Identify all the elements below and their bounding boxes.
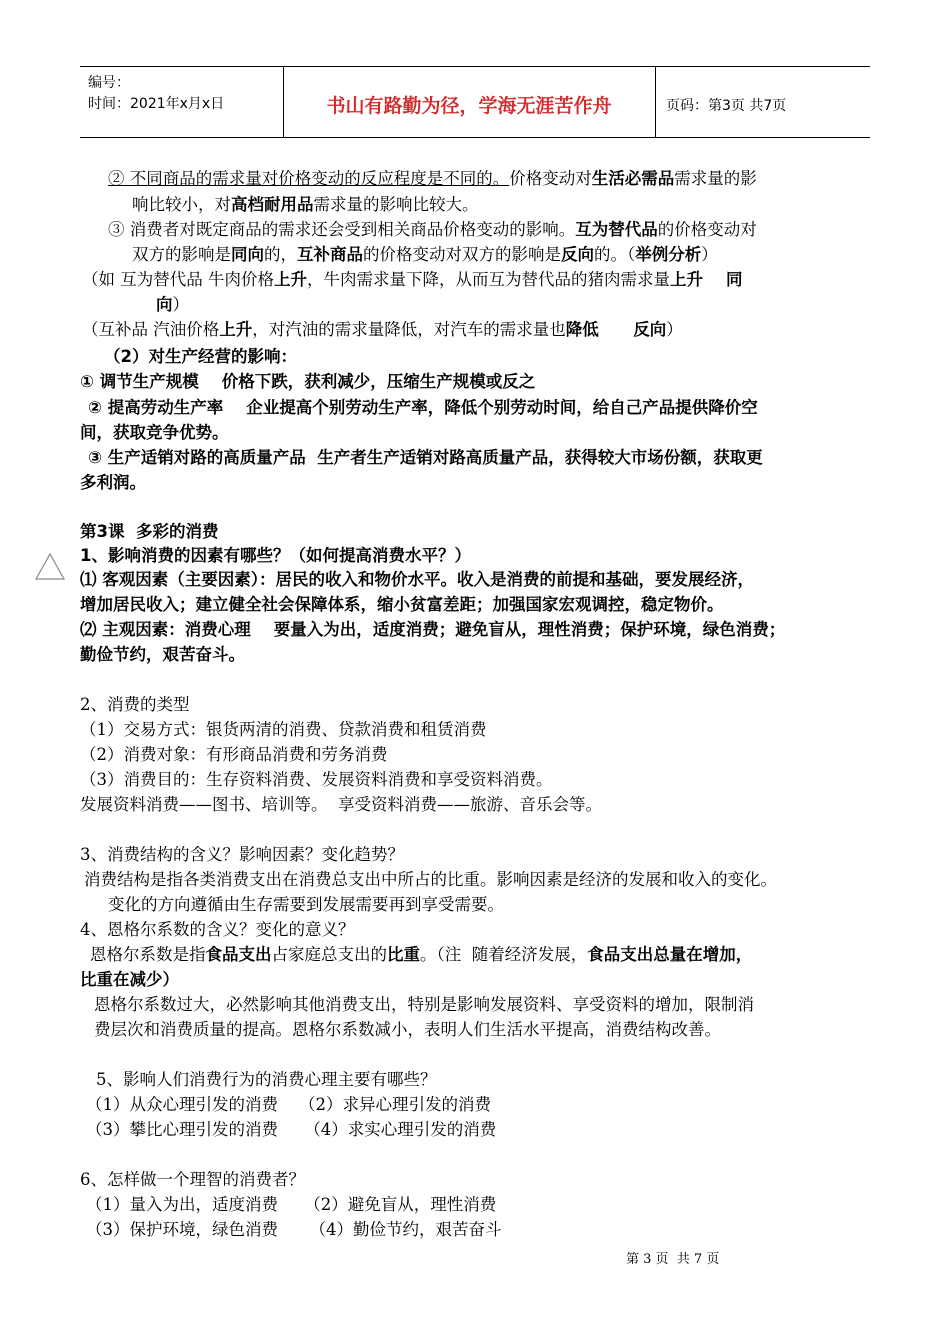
list-item: （3）攀比心理引发的消费 （4）求实心理引发的消费 xyxy=(86,1120,497,1139)
list-item: （3）消费目的：生存资料消费、发展资料消费和享受资料消费。 xyxy=(80,770,553,789)
text-line: ① 调节生产规模 价格下跌，获利减少，压缩生产规模或反之 xyxy=(80,372,536,391)
header-meta xyxy=(88,73,224,115)
text-line: 向） xyxy=(156,295,189,314)
text-line: 双方的影响是同向的，互补商品的价格变动对双方的影响是反向的。（举例分析） xyxy=(132,245,718,264)
question-heading: 1、影响消费的因素有哪些？（如何提高消费水平？） xyxy=(80,546,471,565)
text-line: 勤俭节约，艰苦奋斗。 xyxy=(80,645,245,664)
page-header xyxy=(80,66,870,138)
text-line: ⑴ 客观因素（主要因素）：居民的收入和物价水平。收入是消费的前提和基础，要发展经济， xyxy=(80,570,754,589)
question-heading: 3、消费结构的含义？影响因素？变化趋势？ xyxy=(80,845,404,864)
question-heading: 6、怎样做一个理智的消费者？ xyxy=(80,1170,305,1189)
header-number: 编号： xyxy=(88,75,130,91)
text-line: ⑵ 主观因素：消费心理 要量入为出，适度消费；避免盲从，理性消费；保护环境，绿色消费； xyxy=(80,620,786,639)
list-item: （3）保护环境，绿色消费 （4）勤俭节约，艰苦奋斗 xyxy=(86,1220,502,1239)
list-item: （1）量入为出，适度消费 （2）避免盲从，理性消费 xyxy=(86,1195,497,1214)
question-heading: 5、影响人们消费行为的消费心理主要有哪些？ xyxy=(96,1070,437,1089)
text-line: 多利润。 xyxy=(80,473,146,492)
header-time: 时间：2021年x月x日 xyxy=(88,96,225,112)
text-line: 发展资料消费——图书、培训等。 享受资料消费——旅游、音乐会等。 xyxy=(80,795,602,814)
text-line: ② 不同商品的需求量对价格变动的反应程度是不同的。价格变动对生活必需品需求量的影 xyxy=(108,169,757,188)
page-footer: 第 3 页 共 7 页 xyxy=(626,1252,720,1267)
text-line: 恩格尔系数是指食品支出占家庭总支出的比重。（注 随着经济发展，食品支出总量在增加， xyxy=(90,945,753,964)
text-line: 变化的方向遵循由生存需要到发展需要再到享受需要。 xyxy=(108,895,504,914)
text-line: 恩格尔系数过大，必然影响其他消费支出，特别是影响发展资料、享受资料的增加，限制消 xyxy=(94,995,754,1014)
text-line: 增加居民收入；建立健全社会保障体系，缩小贫富差距；加强国家宏观调控，稳定物价。 xyxy=(80,595,724,614)
header-page-number: 页码：第3页 共7页 xyxy=(666,98,787,114)
text-line: 比重在减少） xyxy=(80,970,179,989)
question-heading: 2、消费的类型 xyxy=(80,695,190,714)
header-divider xyxy=(655,67,656,137)
text-line: 响比较小，对高档耐用品需求量的影响比较大。 xyxy=(132,195,479,214)
text-line: （如 互为替代品 牛肉价格上升，牛肉需求量下降，从而互为替代品的猪肉需求量上升 同 xyxy=(82,270,743,289)
list-item: （2）消费对象：有形商品消费和劳务消费 xyxy=(80,745,388,764)
subheading: （2）对生产经营的影响： xyxy=(104,347,297,366)
triangle-icon xyxy=(34,552,66,582)
text-line: 费层次和消费质量的提高。恩格尔系数减小，表明人们生活水平提高，消费结构改善。 xyxy=(94,1020,721,1039)
header-motto: 书山有路勤为径，学海无涯苦作舟 xyxy=(326,95,612,117)
section-title: 第3课 多彩的消费 xyxy=(80,522,219,541)
list-item: （1）从众心理引发的消费 （2）求异心理引发的消费 xyxy=(86,1095,491,1114)
text-line: 消费结构是指各类消费支出在消费总支出中所占的比重。影响因素是经济的发展和收入的变化。 xyxy=(84,870,777,889)
text-line: ③ 消费者对既定商品的需求还会受到相关商品价格变动的影响。互为替代品的价格变动对 xyxy=(108,220,757,239)
question-heading: 4、恩格尔系数的含义？变化的意义？ xyxy=(80,920,355,939)
list-item: （1）交易方式：银货两清的消费、贷款消费和租赁消费 xyxy=(80,720,487,739)
text-line: ③ 生产适销对路的高质量产品 生产者生产适销对路高质量产品，获得较大市场份额，获取更 xyxy=(88,448,763,467)
text-line: 间，获取竞争优势。 xyxy=(80,423,229,442)
text-line: （互补品 汽油价格上升，对汽油的需求量降低，对汽车的需求量也降低 反向） xyxy=(82,320,683,339)
text-line: ② 提高劳动生产率 企业提高个别劳动生产率，降低个别劳动时间，给自己产品提供降价空 xyxy=(88,398,758,417)
